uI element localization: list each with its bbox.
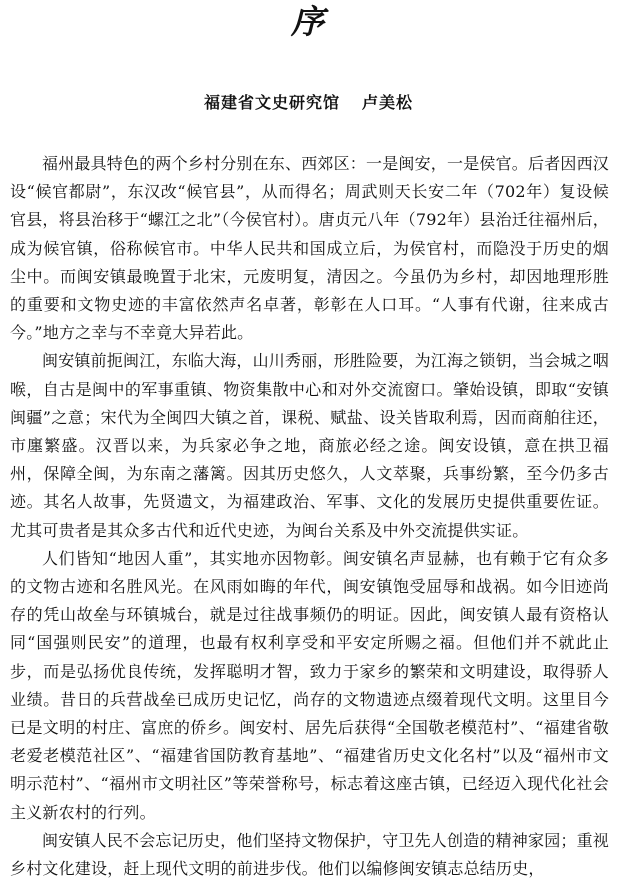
paragraph-3: 人们皆知“地因人重”，其实地亦因物彰。闽安镇名声显赫，也有赖于它有众多的文物古迹和名胜风光。在风雨如晦的年代，闽安镇饱受屈辱和战祸。如今旧迹尚存的凭山故垒与环镇城台，就是过往战事频仍的明证。因此，闽安镇人最有资格认同“国强则民安”的道理，也最有权利享受和平安定所赐之福。但他们并不就此止步，而是弘扬优良传统，发挥聪明才智，致力于家乡的繁荣和文明建设，取得骄人业绩。昔日的兵营战垒已成历史记忆，尚存的文物遗迹点缀着现代文明。这里目今已是文明的村庄、富庶的侨乡。闽安村、居先后获得“全国敬老模范村”、“福建省敬老爱老模范社区”、“福建省国防教育基地”、“福建省历史文化名村”以及“福州市文明示范村”、“福州市文明社区”等荣誉称号，标志着这座古镇，已经迈入现代化社会主义新农村的行列。 [10, 548, 609, 822]
author-org: 福建省文史研究馆 [203, 93, 340, 112]
author-line [0, 92, 617, 114]
paragraph-1: 福州最具特色的两个乡村分别在东、西郊区：一是闽安，一是侯官。后者因西汉设“候官都尉”，东汉改“候官县”，从而得名；周武则天长安二年（702年）复设候官县，将县治移于“螺江之北”（今侯官村）。唐贞元八年（792年）县治迁往福州后，成为候官镇，俗称候官市。中华人民共和国成立后，为侯官村，而隐没于历史的烟尘中。而闽安镇最晚置于北宋，元废明复，清因之。今虽仍为乡村，却因地理形胜的重要和文物史迹的丰富依然声名卓著，彰彰在人口耳。“人事有代谢，往来成古今。”地方之幸与不幸竟大异若此。 [10, 154, 610, 343]
paragraph-2: 闽安镇前扼闽江，东临大海，山川秀丽，形胜险要，为江海之锁钥，当会城之咽喉，自古是闽中的军事重镇、物资集散中心和对外交流窗口。肇始设镇，即取“安镇闽疆”之意；宋代为全闽四大镇之首，课税、赋盐、设关皆取利焉，因而商舶往还，市廛繁盛。汉晋以来，为兵家必争之地，商旅必经之途。闽安设镇，意在拱卫福州，保障全闽，为东南之藩篱。因其历史悠久，人文萃聚，兵事纷繁，至今仍多古迹。其名人故事，先贤遗文，为福建政治、军事、文化的发展历史提供重要佐证。尤其可贵者是其众多古代和近代史迹，为闽台关系及中外交流提供实证。 [10, 351, 610, 540]
preface-body [10, 150, 609, 883]
author-name: 卢美松 [362, 93, 414, 112]
paragraph-4: 闽安镇人民不会忘记历史，他们坚持文物保护，守卫先人创造的精神家园；重视乡村文化建设，赶上现代文明的前进步伐。他们以编修闽安镇志总结历史， [10, 830, 610, 879]
preface-title: 序 [291, 2, 326, 41]
